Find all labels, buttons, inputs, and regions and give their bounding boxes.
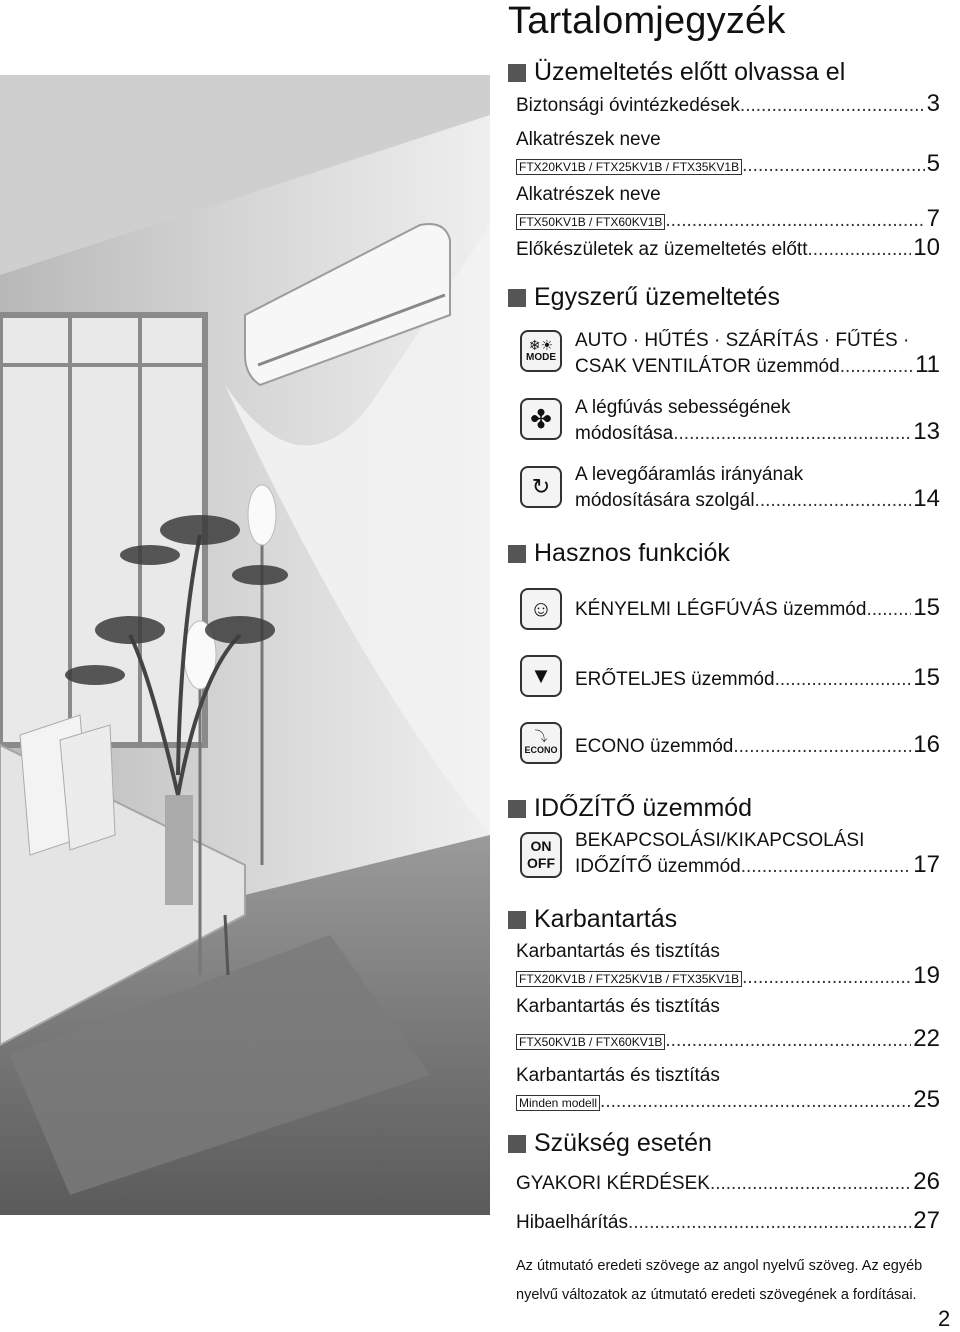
section-title: Szükség esetén [534, 1129, 712, 1157]
model-tag: FTX50KV1B / FTX60KV1B [516, 214, 665, 230]
section-bullet-icon [508, 64, 526, 82]
section-heading-before-operation [508, 58, 845, 87]
entry-text: Karbantartás és tisztítás [516, 1065, 720, 1086]
entry-text: CSAK VENTILÁTOR üzemmód [575, 356, 840, 377]
model-tag: FTX20KV1B / FTX25KV1B / FTX35KV1B [516, 971, 742, 987]
section-bullet-icon [508, 911, 526, 929]
section-bullet-icon [508, 545, 526, 563]
leader-dots [710, 1172, 911, 1196]
toc-entry-airflow-direction[interactable] [575, 463, 940, 513]
model-tag: FTX20KV1B / FTX25KV1B / FTX35KV1B [516, 159, 742, 175]
leader-dots [742, 154, 925, 178]
model-tag: FTX50KV1B / FTX60KV1B [516, 1034, 665, 1050]
page-ref: 15 [913, 594, 940, 621]
entry-text: A légfúvás sebességének [575, 397, 791, 418]
section-bullet-icon [508, 289, 526, 307]
leader-dots [673, 422, 911, 446]
entry-text: AUTO · HŰTÉS · SZÁRÍTÁS · FŰTÉS · [575, 330, 910, 351]
toc-entry-modes[interactable] [575, 329, 940, 379]
econo-icon-label: ECONO [524, 745, 558, 755]
toc-entry-comfort-airflow[interactable] [575, 596, 940, 622]
leader-dots [742, 966, 911, 990]
section-title: Üzemeltetés előtt olvassa el [534, 58, 846, 86]
toc-entry-part-names-2[interactable] [516, 183, 940, 233]
fan-icon: ✤ [520, 398, 562, 440]
section-heading-simple-operation [508, 283, 780, 312]
section-title: Hasznos funkciók [534, 539, 730, 567]
page-ref: 3 [926, 90, 940, 117]
comfort-airflow-icon: ☺ [520, 588, 562, 630]
leader-dots [628, 1211, 911, 1235]
entry-text: ECONO üzemmód [575, 736, 734, 757]
page-ref: 17 [913, 851, 940, 878]
page-number: 2 [938, 1306, 951, 1331]
toc-entry-troubleshooting[interactable] [516, 1209, 940, 1235]
entry-text: Előkészületek az üzemeltetés előtt [516, 239, 808, 260]
leader-dots [741, 855, 912, 879]
entry-text: GYAKORI KÉRDÉSEK [516, 1173, 710, 1194]
page-ref: 25 [913, 1086, 940, 1113]
entry-text: IDŐZÍTŐ üzemmód [575, 856, 741, 877]
entry-text: Karbantartás és tisztítás [516, 941, 720, 962]
entry-text: módosítására szolgál [575, 490, 755, 511]
page-ref: 26 [913, 1168, 940, 1195]
section-heading-useful-functions [508, 539, 730, 568]
page-title: Tartalomjegyzék [508, 0, 786, 42]
econo-wave-icon: ⤵ [534, 729, 548, 744]
page-ref: 19 [913, 962, 940, 989]
entry-text: BEKAPCSOLÁSI/KIKAPCSOLÁSI [575, 830, 865, 851]
timer-off-label: OFF [527, 855, 555, 871]
entry-text: ERŐTELJES üzemmód [575, 669, 775, 690]
section-title: IDŐZÍTŐ üzemmód [534, 794, 753, 822]
powerful-icon: ▼ [520, 655, 562, 697]
leader-dots [755, 489, 912, 513]
entry-text: KÉNYELMI LÉGFÚVÁS üzemmód [575, 599, 867, 620]
translation-note: Az útmutató eredeti szövege az angol nyelvű szöveg. Az egyéb nyelvű változatok az útmutató eredeti szövegének a fordításai. [516, 1258, 923, 1303]
page-ref: 7 [926, 205, 940, 232]
section-heading-maintenance [508, 905, 677, 934]
section-title: Karbantartás [534, 905, 678, 933]
toc-entry-powerful[interactable] [575, 666, 940, 692]
entry-text: Hibaelhárítás [516, 1212, 628, 1233]
on-off-timer-icon [520, 832, 562, 878]
leader-dots [840, 355, 913, 379]
toc-entry-maintenance-1[interactable] [516, 940, 940, 990]
page-ref: 15 [913, 664, 940, 691]
swing-icon: ↻ [520, 466, 562, 508]
entry-text: módosítása [575, 423, 674, 444]
toc-entry-maintenance-3[interactable] [516, 1064, 940, 1114]
toc-entry-safety[interactable] [516, 92, 940, 118]
toc-entry-econo[interactable] [575, 733, 940, 759]
leader-dots [740, 94, 925, 118]
toc-entry-faq[interactable] [516, 1170, 940, 1196]
leader-dots [866, 598, 911, 622]
entry-text: A levegőáramlás irányának [575, 464, 804, 485]
mode-icon [520, 330, 562, 372]
leader-dots [733, 735, 911, 759]
model-tag: Minden modell [516, 1095, 600, 1111]
section-heading-in-case-of-need [508, 1129, 712, 1158]
leader-dots [600, 1090, 911, 1114]
room-photo [0, 75, 490, 1215]
leader-dots [775, 668, 912, 692]
page-ref: 22 [913, 1025, 940, 1052]
sun-snowflake-icon: ❄☀ [528, 337, 554, 353]
toc-entry-preparation[interactable] [516, 236, 940, 262]
entry-text: Alkatrészek neve [516, 184, 661, 205]
mode-icon-label: MODE [526, 352, 556, 363]
timer-on-label: ON [530, 838, 552, 854]
page-ref: 10 [913, 234, 940, 261]
toc-entry-fan-speed[interactable] [575, 396, 940, 446]
toc-entry-maintenance-2[interactable] [516, 995, 940, 1053]
section-heading-timer [508, 794, 752, 823]
toc-entry-part-names-1[interactable] [516, 128, 940, 178]
page-ref: 13 [913, 418, 940, 445]
page-ref: 16 [913, 731, 940, 758]
entry-text: Alkatrészek neve [516, 129, 661, 150]
entry-text: Biztonsági óvintézkedések [516, 95, 740, 116]
page-ref: 14 [913, 485, 940, 512]
section-bullet-icon [508, 800, 526, 818]
toc-entry-on-off-timer[interactable] [575, 829, 940, 879]
leader-dots [808, 238, 912, 262]
page-ref: 5 [926, 150, 940, 177]
entry-text: Karbantartás és tisztítás [516, 996, 720, 1017]
leader-dots [665, 209, 924, 233]
page-ref: 11 [915, 351, 940, 378]
leader-dots [665, 1029, 911, 1053]
section-bullet-icon [508, 1135, 526, 1153]
econo-icon [520, 722, 562, 764]
section-title: Egyszerű üzemeltetés [534, 283, 780, 311]
page-ref: 27 [913, 1207, 940, 1234]
